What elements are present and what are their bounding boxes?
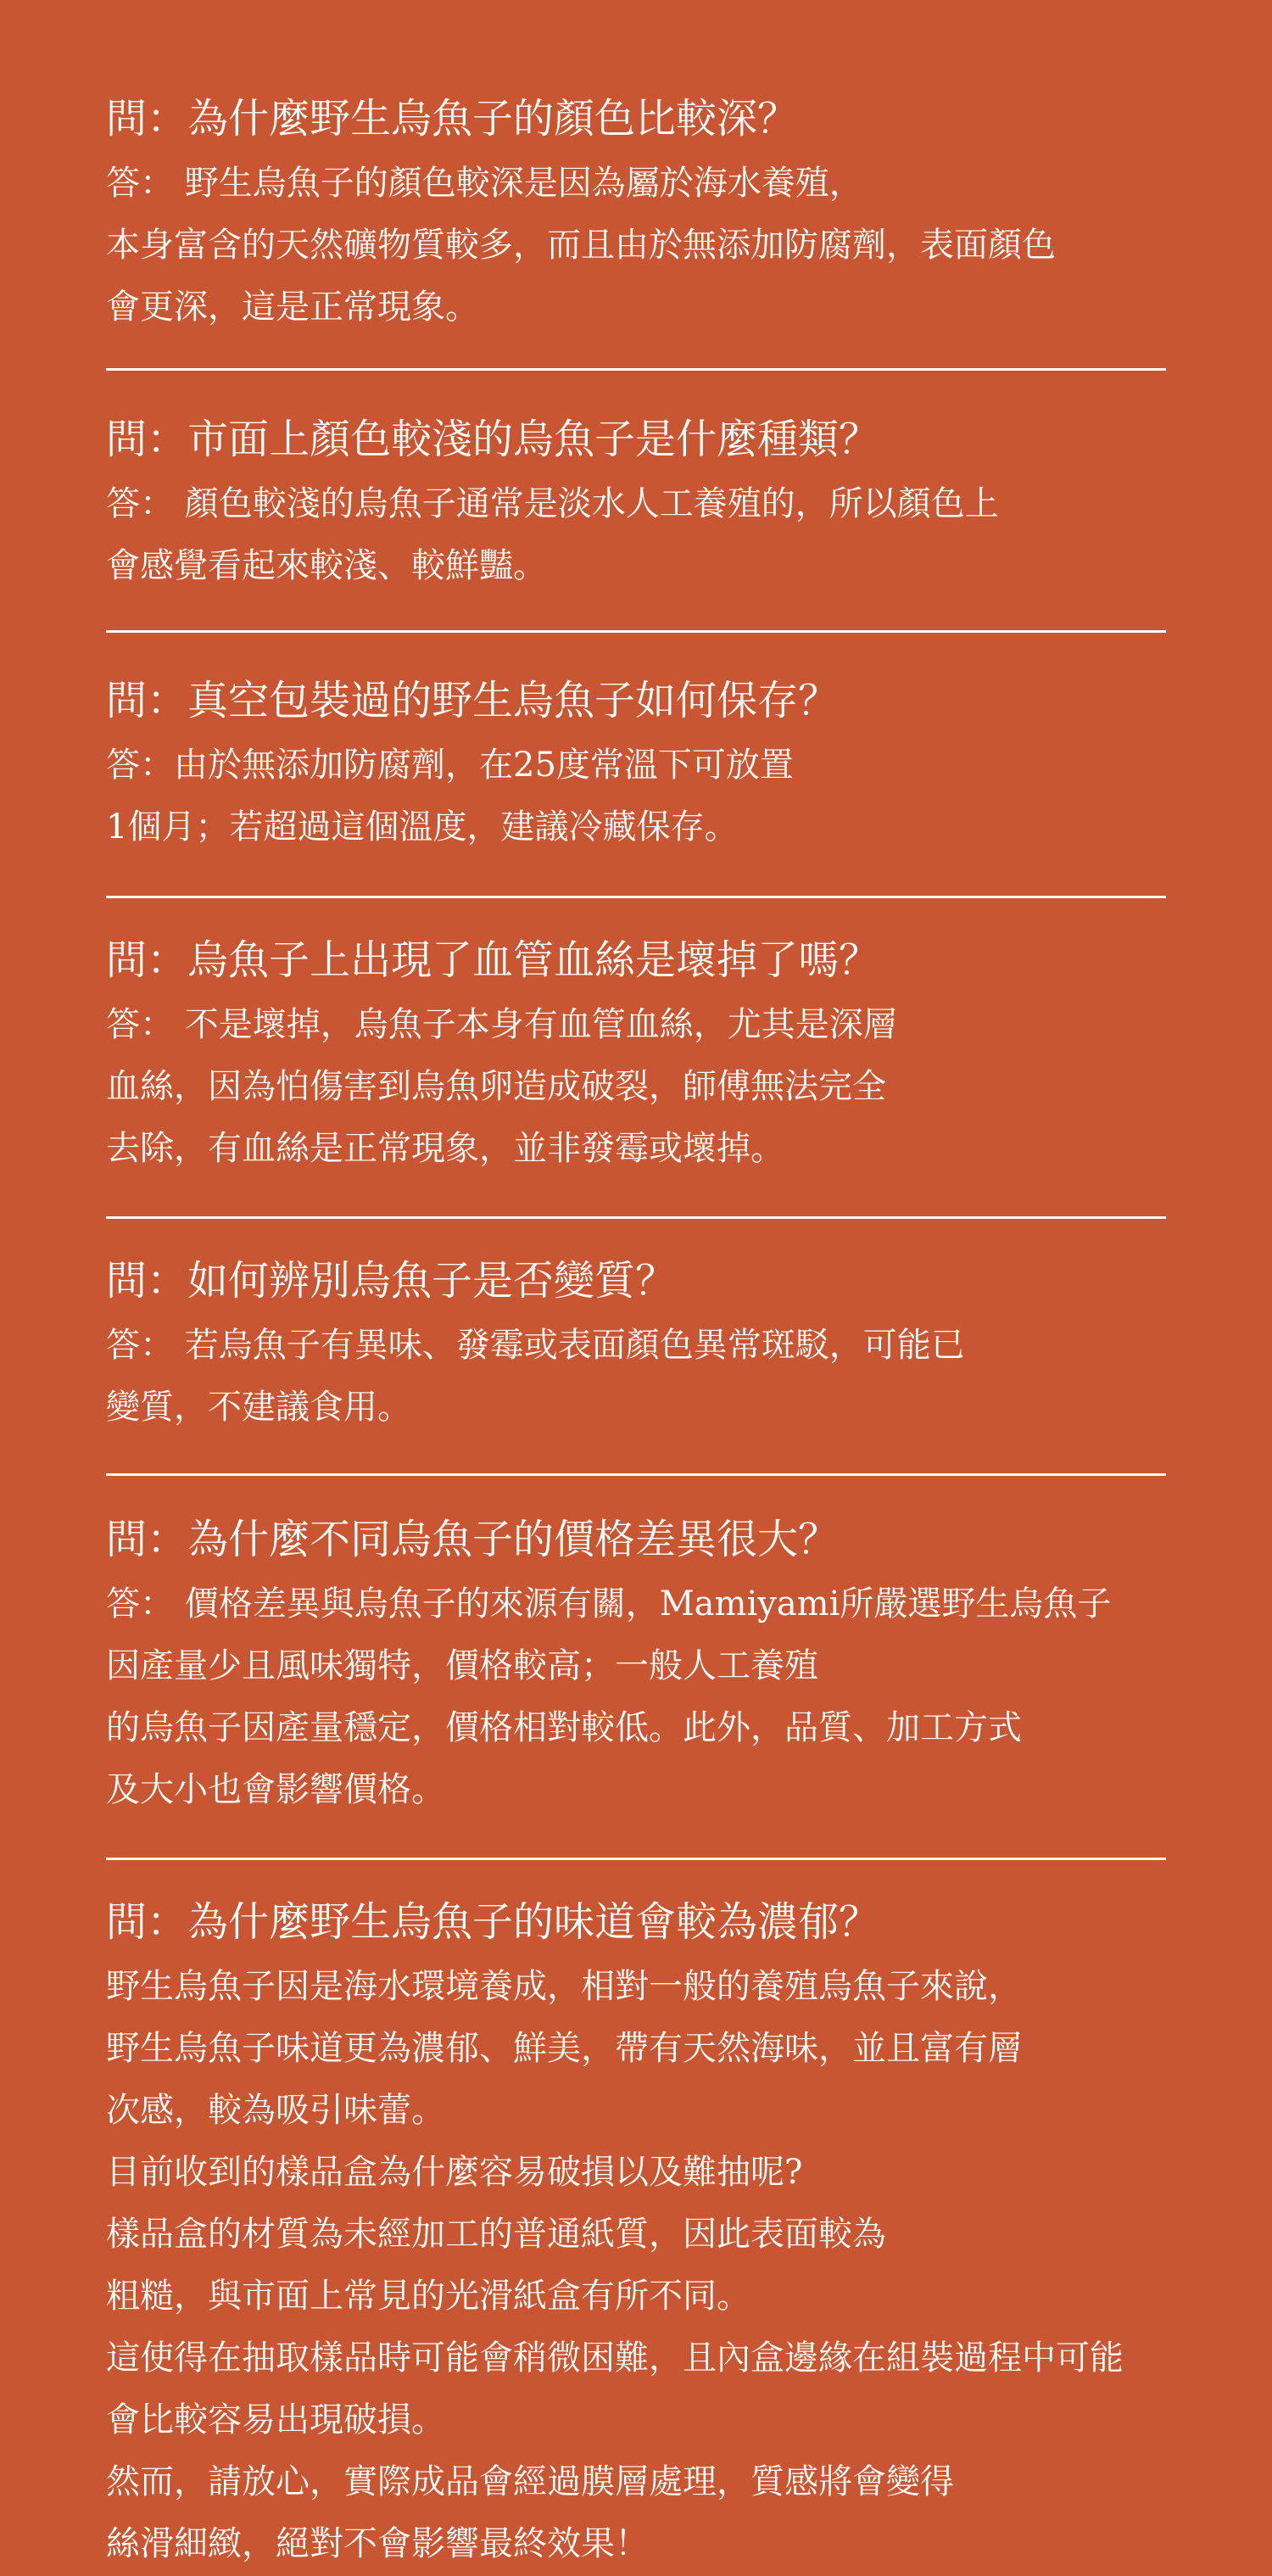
faq-answer-line: 去除，有血絲是正常現象，並非發霉或壞掉。	[106, 1129, 784, 1168]
faq-answer-line: 變質，不建議食用。	[106, 1388, 411, 1427]
faq-question: 問：真空包裝過的野生烏魚子如何保存？	[106, 677, 840, 724]
faq-answer-line: 答： 不是壞掉，烏魚子本身有血管血絲，尤其是深層	[106, 1005, 897, 1044]
faq-answer-line: 答： 價格差異與烏魚子的來源有關，Mamiyami所嚴選野生烏魚子	[106, 1584, 1112, 1623]
faq-item-price-difference	[106, 1506, 1166, 1821]
faq-answer-line: 會感覺看起來較淺、較鮮豔。	[106, 546, 547, 585]
faq-question: 問：為什麼野生烏魚子的味道會較為濃郁？	[106, 1898, 880, 1946]
faq-answer-line: 本身富含的天然礦物質較多，而且由於無添加防腐劑，表面顏色	[106, 226, 1056, 265]
divider	[106, 630, 1166, 633]
divider	[106, 896, 1166, 898]
faq-question: 問：為什麼野生烏魚子的顏色比較深？	[106, 95, 799, 142]
faq-answer-line: 樣品盒的材質為未經加工的普通紙質，因此表面較為	[106, 2215, 886, 2254]
faq-question: 問：烏魚子上出現了血管血絲是壞掉了嗎？	[106, 936, 880, 984]
faq-answer-line: 會比較容易出現破損。	[106, 2400, 445, 2439]
divider	[106, 368, 1166, 371]
faq-answer-line: 目前收到的樣品盒為什麼容易破損以及難抽呢?	[106, 2153, 803, 2192]
faq-item-blood-vessels	[106, 926, 1166, 1180]
faq-answer-line: 然而，請放心，實際成品會經過膜層處理，質感將會變得	[106, 2462, 954, 2501]
faq-item-wild-roe-color	[106, 85, 1166, 338]
divider	[106, 1216, 1166, 1219]
faq-answer-line: 這使得在抽取樣品時可能會稍微困難，且內盒邊緣在組裝過程中可能	[106, 2339, 1124, 2378]
faq-answer-line: 的烏魚子因產量穩定，價格相對較低。此外，品質、加工方式	[106, 1708, 1022, 1747]
faq-answer-line: 答： 野生烏魚子的顏色較深是因為屬於海水養殖，	[106, 164, 863, 203]
faq-answer-line: 因產量少且風味獨特，價格較高；一般人工養殖	[106, 1646, 818, 1685]
faq-question: 問：如何辨別烏魚子是否變質？	[106, 1257, 677, 1305]
faq-question: 問：為什麼不同烏魚子的價格差異很大？	[106, 1516, 840, 1563]
divider	[106, 1473, 1166, 1476]
faq-answer-line: 答： 顏色較淺的烏魚子通常是淡水人工養殖的，所以顏色上	[106, 484, 999, 523]
faq-answer-line: 粗糙，與市面上常見的光滑紙盒有所不同。	[106, 2277, 750, 2316]
faq-answer-line: 野生烏魚子味道更為濃郁、鮮美，帶有天然海味，並且富有層	[106, 2029, 1022, 2068]
faq-answer-line: 1個月；若超過這個溫度，建議冷藏保存。	[106, 807, 739, 847]
faq-answer-line: 血絲，因為怕傷害到烏魚卵造成破裂，師傅無法完全	[106, 1067, 886, 1106]
faq-answer-line: 絲滑細緻，絕對不會影響最終效果！	[106, 2524, 649, 2563]
faq-answer-line: 次感，較為吸引味蕾。	[106, 2091, 445, 2130]
faq-answer-line: 答： 若烏魚子有異味、發霉或表面顏色異常斑駁，可能已	[106, 1326, 965, 1365]
faq-answer-line: 及大小也會影響價格。	[106, 1770, 445, 1809]
faq-item-spoilage	[106, 1247, 1166, 1439]
divider	[106, 1858, 1166, 1860]
faq-answer-line: 答：由於無添加防腐劑，在25度常溫下可放置	[106, 746, 794, 785]
faq-item-light-roe-type	[106, 405, 1166, 597]
faq-answer-line: 會更深，這是正常現象。	[106, 288, 479, 327]
faq-item-storage	[106, 667, 1166, 858]
faq-answer-line: 野生烏魚子因是海水環境養成，相對一般的養殖烏魚子來說，	[106, 1967, 1022, 2006]
faq-item-flavor	[106, 1888, 1166, 2575]
faq-question: 問：市面上顏色較淺的烏魚子是什麼種類？	[106, 416, 880, 463]
